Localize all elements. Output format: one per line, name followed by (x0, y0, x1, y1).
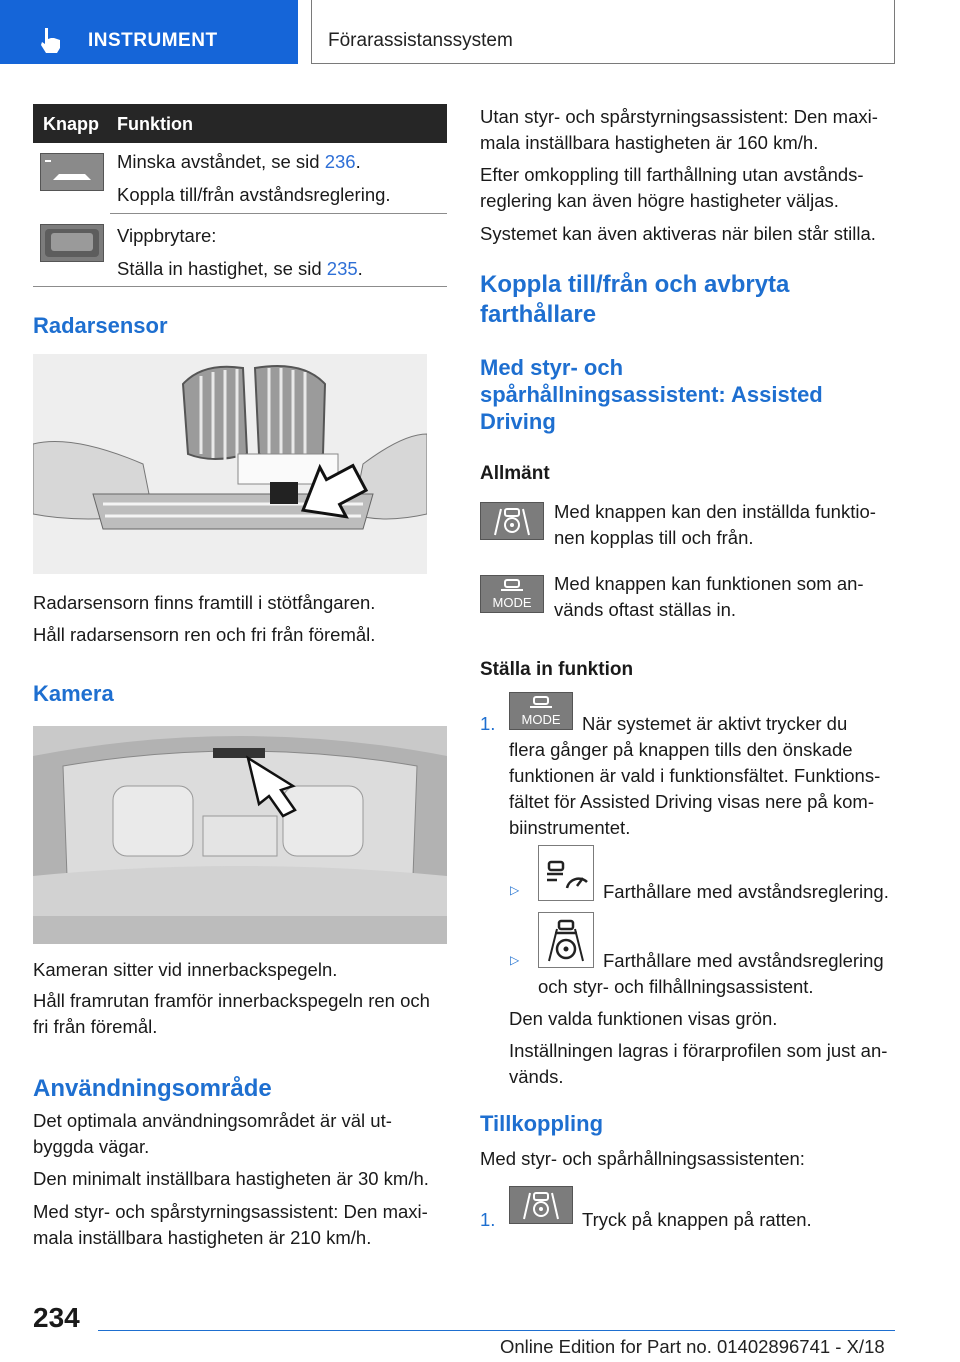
kamera-p2a: Håll framrutan framför innerbackspegeln ren och (33, 990, 430, 1011)
radar-p2: Håll radarsensorn ren och fri från föremål. (33, 624, 376, 645)
step1-text-e: biinstrumentet. (509, 817, 631, 838)
tillkoppling-heading: Tillkoppling (480, 1111, 604, 1136)
mode-icon-step (510, 693, 572, 729)
radar-heading: Radarsensor (33, 313, 168, 338)
btn2-text-a: Med knappen kan funktionen som an- (554, 573, 864, 594)
section-tab-label: INSTRUMENT (88, 30, 218, 51)
mode-label: MODE (492, 595, 532, 610)
omrade-heading: Användningsområde (33, 1075, 272, 1102)
table-header (33, 104, 447, 143)
option2-text-b: och styr- och filhållningsassistent. (538, 976, 814, 997)
right-p2b: reglering kan även högre hastigheter väljas. (480, 190, 839, 211)
steering-assist-icon (481, 503, 543, 539)
assisted-heading-2: spårhållningsassistent: Assisted (480, 382, 823, 407)
assisted-heading-3: Driving (480, 409, 556, 434)
kamera-p1: Kameran sitter vid innerbackspegeln. (33, 959, 338, 980)
tk-step-text: Tryck på knappen på ratten. (582, 1209, 812, 1230)
mode-button-image (480, 575, 544, 613)
right-p1b: mala inställbara hastigheten är 160 km/h. (480, 132, 819, 153)
right-p2a: Efter omkoppling till farthållning utan avstånds- (480, 164, 864, 185)
section-tab[interactable] (0, 0, 298, 64)
btn1-text-a: Med knappen kan den inställda funktio- (554, 501, 876, 522)
row2-dot: . (357, 258, 363, 279)
row2-text: Ställa in hastighet, se sid (117, 258, 327, 279)
step1-number: 1. (480, 713, 496, 734)
bullet-triangle-1: ▷ (510, 883, 520, 897)
omrade-p1a: Det optimala användningsområdet är väl ut- (33, 1110, 392, 1131)
bullet-triangle-2: ▷ (510, 953, 520, 967)
rocker-switch-image (40, 224, 104, 262)
rocker-switch-icon (41, 225, 103, 261)
omrade-p3a: Med styr- och spårstyrningsassistent: Den maxi- (33, 1201, 428, 1222)
allmant-heading: Allmänt (480, 463, 550, 484)
right-p3: Systemet kan även aktiveras när bilen står stilla. (480, 223, 876, 244)
inst-text-b: vänds. (509, 1066, 564, 1087)
tk-step-number: 1. (480, 1209, 496, 1230)
assist-button-image-step (509, 1186, 573, 1224)
footer-rule (98, 1330, 895, 1331)
distance-button-image (40, 153, 104, 191)
row1-text: Minska avståndet, se sid (117, 151, 325, 172)
step1-text-a: När systemet är aktivt trycker du (582, 713, 848, 734)
acc-indicator-image (538, 845, 594, 901)
row1-line2: Koppla till/från avståndsreglering. (117, 184, 391, 205)
page-number: 234 (33, 1302, 80, 1333)
steering-assist-indicator-icon (539, 913, 593, 967)
assist-button-image (480, 502, 544, 540)
page-link-236[interactable]: 236 (324, 151, 356, 172)
distance-control-icon (539, 846, 593, 900)
koppla-heading-2: farthållare (480, 301, 597, 328)
step1-text-c: funktionen är vald i funktionsfältet. Funktions- (509, 765, 881, 786)
col-funktion: Funktion (117, 114, 193, 134)
radar-sensor-image (33, 354, 427, 574)
assist-indicator-image (538, 912, 594, 968)
section-title: Förarassistanssystem (328, 30, 513, 51)
row-separator (110, 213, 447, 214)
distance-icon (41, 154, 103, 190)
omrade-p3b: mala inställbara hastigheten är 210 km/h. (33, 1227, 372, 1248)
btn1-text-b: nen kopplas till och från. (554, 527, 754, 548)
radar-p1: Radarsensorn finns framtill i stötfångaren. (33, 592, 376, 613)
mode-icon (481, 576, 543, 612)
kamera-p2b: fri från föremål. (33, 1016, 158, 1037)
hand-pointer-icon (38, 26, 64, 54)
mode-button-image-step (509, 692, 573, 730)
option2-text-a: Farthållare med avståndsreglering (603, 950, 884, 971)
btn2-text-b: vänds oftast ställas in. (554, 599, 737, 620)
mode-label-step: MODE (521, 712, 561, 727)
camera-image (33, 726, 447, 944)
koppla-heading-1: Koppla till/från och avbryta (480, 271, 790, 298)
inst-text-a: Inställningen lagras i förarprofilen som just an- (509, 1040, 888, 1061)
table-row-1 (117, 148, 391, 208)
step1-text-d: fältet för Assisted Driving visas nere på kom- (509, 791, 875, 812)
omrade-p2: Den minimalt inställbara hastigheten är 30 km/h. (33, 1168, 429, 1189)
valda-text: Den valda funktionen visas grön. (509, 1008, 778, 1029)
table-bottom-rule (33, 286, 447, 287)
row2-line1: Vippbrytare: (117, 225, 217, 246)
table-row-2 (117, 222, 363, 282)
section-title-box (311, 0, 895, 64)
footer-edition: Online Edition for Part no. 01402896741 - X/18 (500, 1336, 885, 1357)
col-knapp: Knapp (43, 114, 99, 134)
tillkoppling-text: Med styr- och spårhållningsassistenten: (480, 1148, 805, 1169)
stalla-heading: Ställa in funktion (480, 659, 634, 680)
kamera-heading: Kamera (33, 681, 114, 706)
assisted-heading-1: Med styr- och (480, 355, 624, 380)
right-p1a: Utan styr- och spårstyrningsassistent: Den maxi- (480, 106, 878, 127)
page-link-235[interactable]: 235 (326, 258, 358, 279)
step1-text-b: flera gånger på knappen tills den önskade (509, 739, 853, 760)
steering-assist-icon-step (510, 1187, 572, 1223)
option1-text: Farthållare med avståndsreglering. (603, 881, 889, 902)
omrade-p1b: byggda vägar. (33, 1136, 150, 1157)
row1-dot: . (355, 151, 361, 172)
